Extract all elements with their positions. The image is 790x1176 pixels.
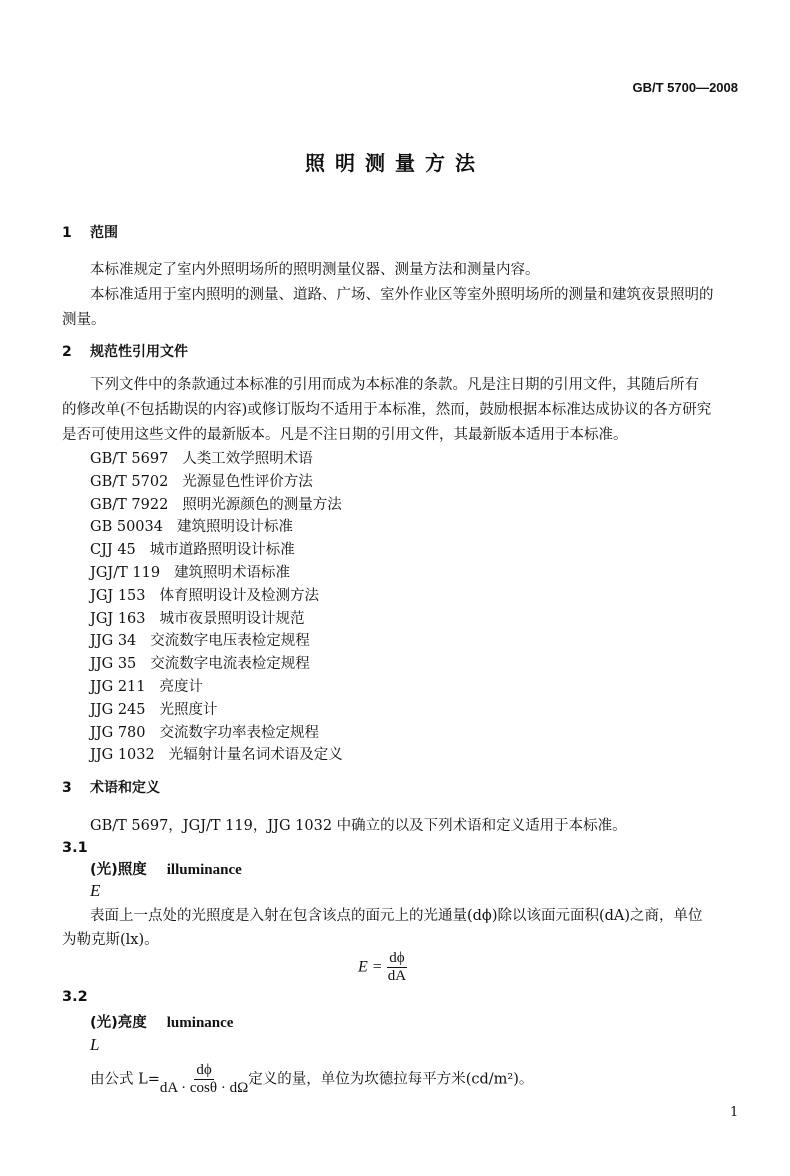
reference-item bbox=[90, 586, 319, 606]
reference-title: 城市道路照明设计标准 bbox=[149, 542, 295, 559]
reference-item bbox=[90, 631, 310, 651]
paragraph: 的修改单(不包括勘误的内容)或修订版均不适用于本标准，然而，鼓励根据本标准达成协议的各方研究 bbox=[62, 402, 712, 418]
definition-suffix: 定义的量，单位为坎德拉每平方米(cd/m²)。 bbox=[248, 1071, 534, 1088]
reference-title: 人类工效学照明术语 bbox=[182, 451, 313, 467]
term-zh: (光)亮度 bbox=[90, 1015, 147, 1031]
paragraph: 本标准适用于室内照明的测量、道路、广场、室外作业区等室外照明场所的测量和建筑夜景照明的 bbox=[90, 287, 714, 303]
section-number: 1 bbox=[62, 225, 72, 241]
reference-item bbox=[90, 495, 342, 515]
section-number: 3 bbox=[62, 780, 72, 796]
reference-item bbox=[90, 677, 203, 697]
term-heading bbox=[90, 1013, 233, 1033]
definition: 为勒克斯(lx)。 bbox=[62, 932, 159, 948]
section-title: 规范性引用文件 bbox=[90, 344, 188, 360]
definition bbox=[90, 1062, 533, 1097]
numerator: dϕ bbox=[389, 950, 405, 966]
fraction bbox=[387, 950, 406, 985]
paragraph: 测量。 bbox=[62, 312, 106, 328]
standard-number: GB/T 5700—2008 bbox=[632, 80, 738, 95]
section-heading-3 bbox=[62, 778, 160, 798]
reference-item bbox=[90, 745, 343, 765]
reference-code: JGJ 153 bbox=[90, 587, 146, 604]
reference-code: JJG 34 bbox=[90, 633, 137, 650]
section-title: 范围 bbox=[90, 225, 118, 241]
paragraph: 本标准规定了室内外照明场所的照明测量仪器、测量方法和测量内容。 bbox=[90, 262, 540, 278]
reference-title: 亮度计 bbox=[159, 679, 203, 695]
reference-code: GB/T 5697 bbox=[90, 451, 169, 467]
term-number: 3.2 bbox=[62, 989, 88, 1005]
paragraph: GB/T 5697，JGJ/T 119，JJG 1032 中确立的以及下列术语和定义适用于本标准。 bbox=[90, 818, 627, 834]
reference-item bbox=[90, 472, 313, 492]
reference-code: GB 50034 bbox=[90, 519, 163, 536]
reference-code: JJG 35 bbox=[90, 656, 137, 673]
reference-title: 照明光源颜色的测量方法 bbox=[182, 496, 342, 513]
reference-code: JGJ 163 bbox=[90, 610, 146, 627]
term-en: illuminance bbox=[166, 862, 242, 878]
formula-lhs: E = bbox=[358, 958, 383, 976]
reference-title: 建筑照明设计标准 bbox=[176, 519, 293, 536]
reference-title: 交流数字电流表检定规程 bbox=[150, 656, 310, 673]
fraction bbox=[160, 1062, 248, 1097]
reference-title: 体育照明设计及检测方法 bbox=[159, 587, 319, 604]
section-number: 2 bbox=[62, 344, 72, 360]
section-title: 术语和定义 bbox=[90, 780, 160, 796]
reference-item bbox=[90, 449, 313, 469]
reference-title: 交流数字功率表检定规程 bbox=[159, 724, 319, 741]
reference-code: JJG 245 bbox=[90, 701, 146, 718]
reference-title: 光辐射计量名词术语及定义 bbox=[168, 747, 343, 764]
definition-prefix: 由公式 L= bbox=[90, 1071, 160, 1088]
reference-item bbox=[90, 700, 218, 720]
reference-title: 交流数字电压表检定规程 bbox=[150, 633, 310, 650]
formula bbox=[358, 950, 407, 985]
reference-item bbox=[90, 563, 290, 583]
reference-code: CJJ 45 bbox=[90, 542, 136, 559]
reference-title: 光照度计 bbox=[159, 701, 218, 718]
paragraph: 是否可使用这些文件的最新版本。凡是不注日期的引用文件，其最新版本适用于本标准。 bbox=[62, 427, 628, 443]
reference-code: JJG 211 bbox=[90, 679, 146, 695]
reference-item bbox=[90, 723, 319, 743]
reference-code: GB/T 7922 bbox=[90, 496, 169, 513]
numerator: dϕ bbox=[196, 1062, 212, 1078]
reference-code: JJG 1032 bbox=[90, 747, 155, 764]
section-heading-2 bbox=[62, 342, 188, 362]
paragraph: 下列文件中的条款通过本标准的引用而成为本标准的条款。凡是注日期的引用文件，其随后所有 bbox=[90, 377, 699, 393]
document-title: 照明测量方法 bbox=[305, 151, 485, 175]
term-number: 3.1 bbox=[62, 840, 88, 856]
reference-code: JGJ/T 119 bbox=[90, 565, 161, 581]
reference-item bbox=[90, 654, 310, 674]
term-heading bbox=[90, 860, 242, 880]
reference-item bbox=[90, 540, 295, 560]
term-symbol: E bbox=[90, 881, 101, 900]
denominator: dA bbox=[387, 968, 407, 984]
reference-item bbox=[90, 609, 305, 629]
reference-code: GB/T 5702 bbox=[90, 473, 169, 490]
definition: 表面上一点处的光照度是入射在包含该点的面元上的光通量(dϕ)除以该面元面积(dA)之商，单位 bbox=[90, 908, 703, 924]
page-number: 1 bbox=[730, 1105, 739, 1120]
denominator: dA · cosθ · dΩ bbox=[159, 1080, 249, 1096]
reference-title: 光源显色性评价方法 bbox=[182, 473, 313, 490]
reference-title: 城市夜景照明设计规范 bbox=[159, 610, 305, 627]
reference-title: 建筑照明术语标准 bbox=[174, 565, 291, 581]
reference-code: JJG 780 bbox=[90, 724, 146, 741]
term-zh: (光)照度 bbox=[90, 862, 147, 878]
term-en: luminance bbox=[166, 1015, 234, 1031]
reference-item bbox=[90, 517, 293, 537]
section-heading-1 bbox=[62, 223, 118, 243]
term-symbol: L bbox=[90, 1035, 100, 1054]
